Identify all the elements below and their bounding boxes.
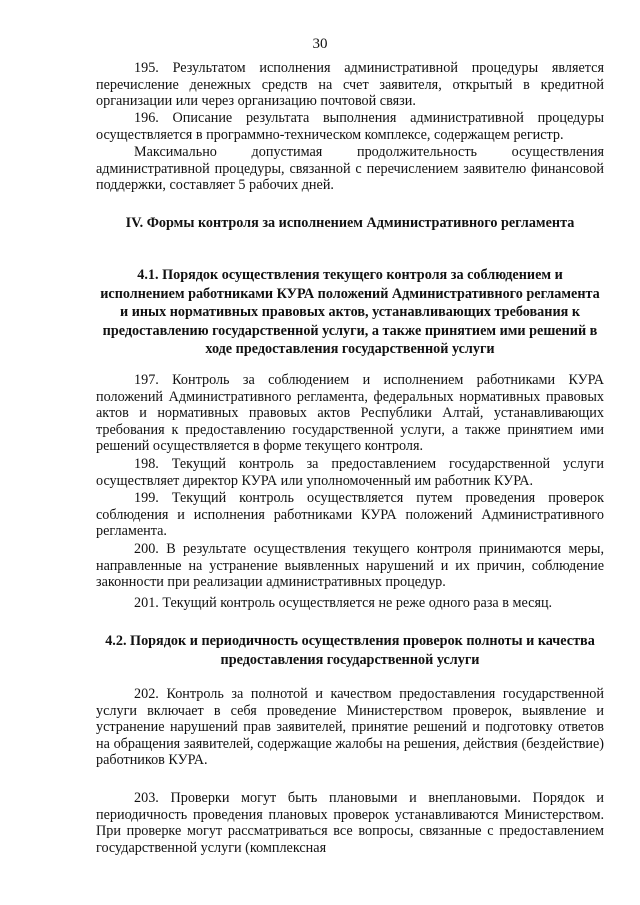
paragraph-198: 198. Текущий контроль за предоставлением государственной услуги осуществляет директор КУРА или уполномоченный им работник КУРА. bbox=[96, 456, 604, 489]
heading-section-4-2: 4.2. Порядок и периодичность осуществления проверок полноты и качества предоставления государственной услуги bbox=[105, 633, 595, 668]
paragraph-max-duration: Максимально допустимая продолжительность осуществления административной процедуры, связанной с перечислением заявителю финансовой поддержки, составляет 5 рабочих дней. bbox=[96, 144, 604, 194]
paragraph-196: 196. Описание результата выполнения административной процедуры осуществляется в программно-техническом комплексе, содержащем регистр. bbox=[96, 110, 604, 143]
paragraph-197: 197. Контроль за соблюдением и исполнением работниками КУРА положений Административного регламента, федеральных нормативных правовых актов и нормативных правовых актов Республики Алтай, устанавливающих требования к предоставлению государственной услуги, а также принятием ими решений осуществляется в форме текущего контроля. bbox=[96, 372, 604, 455]
paragraph-201: 201. Текущий контроль осуществляется не реже одного раза в месяц. bbox=[134, 595, 553, 611]
paragraph-200: 200. В результате осуществления текущего контроля принимаются меры, направленные на устранение выявленных нарушений и их причин, соблюдение законности при реализации административных процедур. bbox=[96, 541, 604, 591]
paragraph-199: 199. Текущий контроль осуществляется путем проведения проверок соблюдения и исполнения работниками КУРА положений Административного регламента. bbox=[96, 490, 604, 540]
paragraph-203: 203. Проверки могут быть плановыми и внеплановыми. Порядок и периодичность проведения плановых проверок устанавливаются Министерством. При проверке могут рассматриваться все вопросы, связанные с предоставлением государственной услуги (комплексная bbox=[96, 790, 604, 856]
page-number: 30 bbox=[312, 36, 328, 52]
heading-section-iv: IV. Формы контроля за исполнением Административного регламента bbox=[125, 215, 575, 231]
heading-section-4-1: 4.1. Порядок осуществления текущего контроля за соблюдением и исполнением работниками КУРА положений Административного регламента и иных нормативных правовых актов, устанавливающих требования к предоставлению государственной услуги, а также принятием ими решений в ходе предоставления государственной услуги bbox=[100, 267, 600, 357]
paragraph-195: 195. Результатом исполнения административной процедуры является перечисление денежных средств на счет заявителя, открытый в кредитной организации или через организацию почтовой связи. bbox=[96, 60, 604, 110]
paragraph-202: 202. Контроль за полнотой и качеством предоставления государственной услуги включает в себя проведение Министерством проверок, выявление и устранение нарушений прав заявителей, принятие решений и подготовку ответов на обращения заявителей, содержащие жалобы на решения, действия (бездействие) работников КУРА. bbox=[96, 686, 604, 769]
